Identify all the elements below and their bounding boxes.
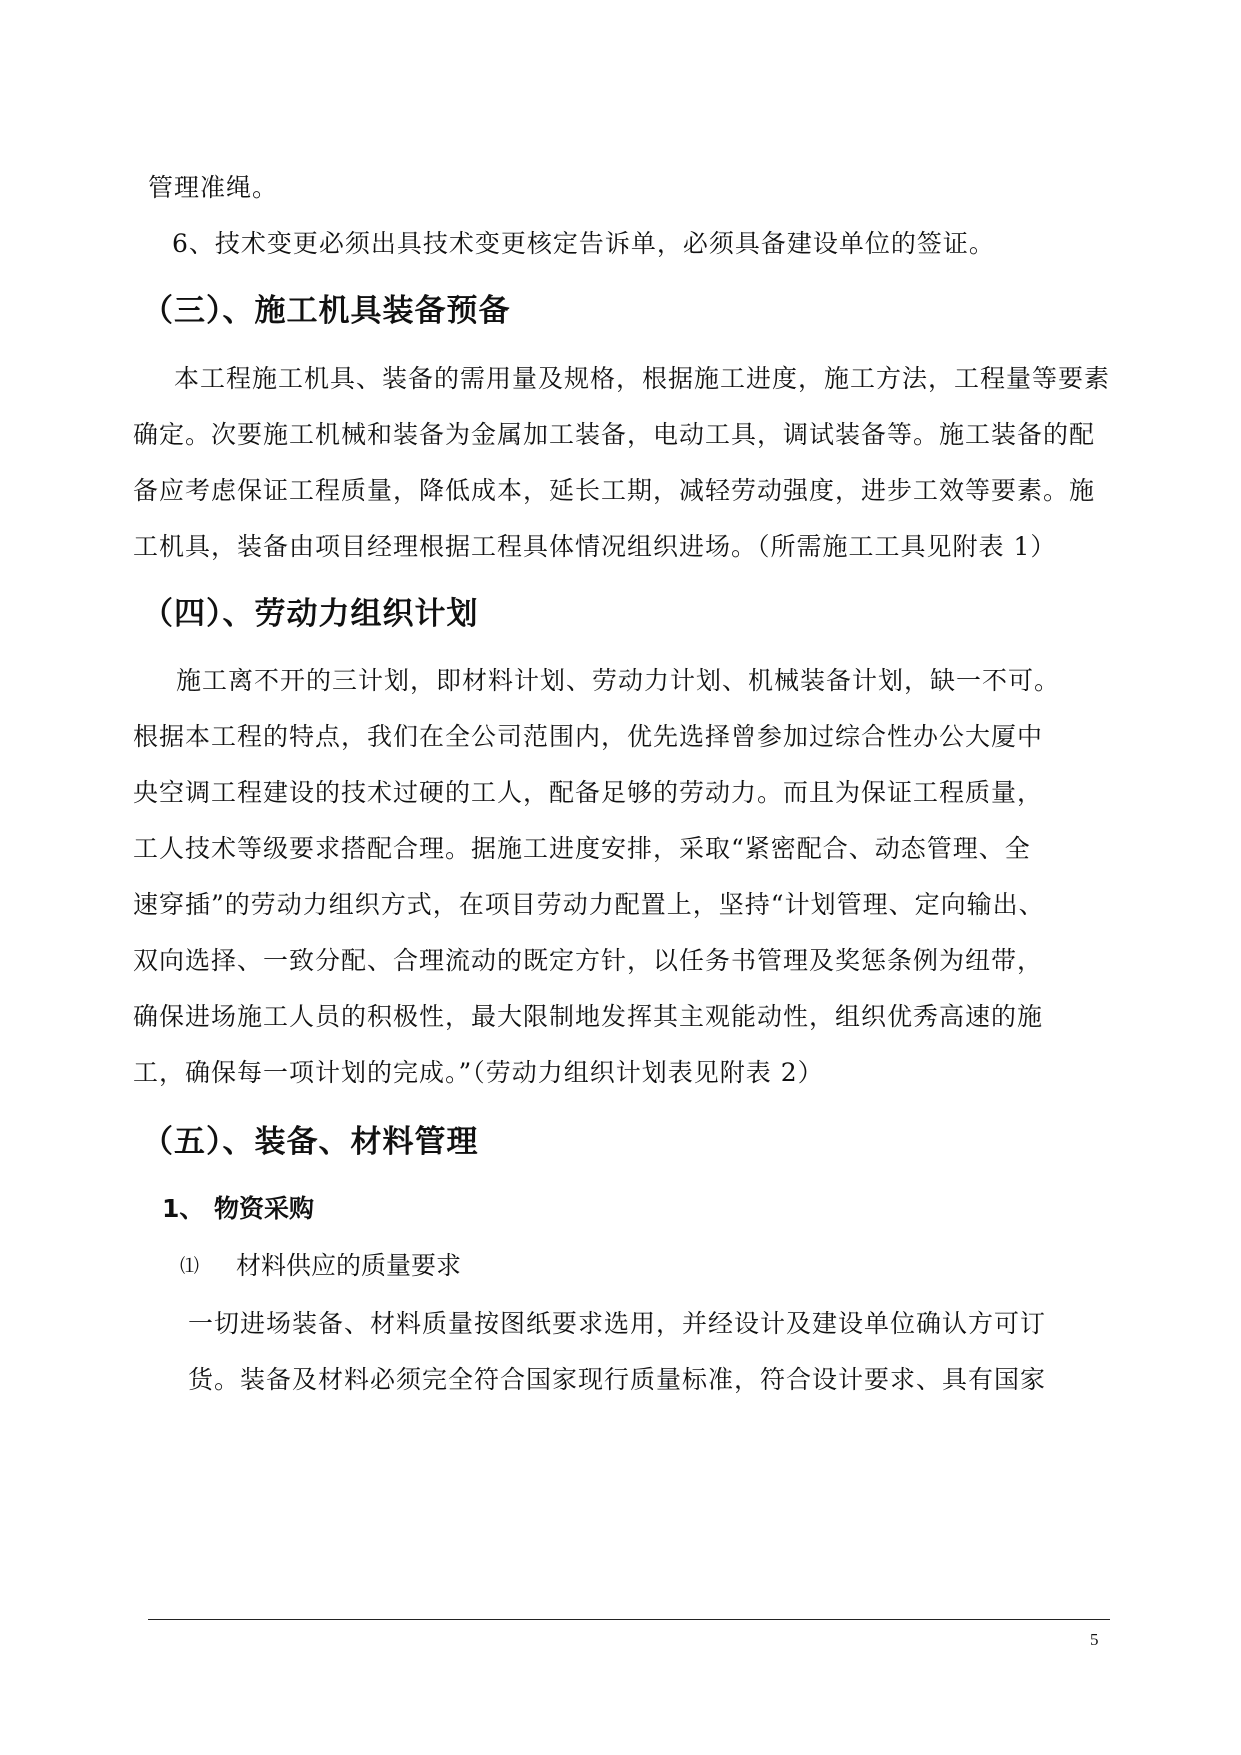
body-line: 速穿插”的劳动力组织方式，在项目劳动力配置上，坚持“计划管理、定向输出、 bbox=[133, 890, 1045, 919]
footer-divider bbox=[148, 1619, 1110, 1620]
body-line: 工人技术等级要求搭配合理。据施工进度安排，采取“紧密配合、动态管理、全 bbox=[133, 834, 1031, 863]
list-item-text: 材料供应的质量要求 bbox=[236, 1251, 462, 1280]
body-line: 工，确保每一项计划的完成。”（劳动力组织计划表见附表 2） bbox=[133, 1058, 824, 1087]
list-item-number: ⑴ bbox=[180, 1255, 200, 1277]
body-line: 工机具，装备由项目经理根据工程具体情况组织进场。（所需施工工具见附表 1） bbox=[133, 532, 1057, 561]
body-line: 央空调工程建设的技术过硬的工人，配备足够的劳动力。而且为保证工程质量， bbox=[133, 778, 1044, 807]
subsection-title: 物资采购 bbox=[214, 1194, 315, 1223]
body-line: 备应考虑保证工程质量，降低成本，延长工期，减轻劳动强度，进步工效等要素。施 bbox=[133, 476, 1096, 505]
page-number: 5 bbox=[1090, 1630, 1099, 1649]
subsection-heading bbox=[162, 1192, 314, 1226]
body-line: 一切进场装备、材料质量按图纸要求选用，并经设计及建设单位确认方可订 bbox=[188, 1309, 1047, 1338]
body-line: 确定。次要施工机械和装备为金属加工装备，电动工具，调试装备等。施工装备的配 bbox=[133, 420, 1096, 449]
body-line: 施工离不开的三计划，即材料计划、劳动力计划、机械装备计划，缺一不可。 bbox=[150, 666, 1061, 695]
section-heading-4: （四）、劳动力组织计划 bbox=[142, 596, 479, 632]
subsection-number: 1、 bbox=[162, 1194, 205, 1223]
section-heading-5: （五）、装备、材料管理 bbox=[142, 1124, 479, 1160]
body-line: 根据本工程的特点，我们在全公司范围内，优先选择曾参加过综合性办公大厦中 bbox=[133, 722, 1044, 751]
body-line: 货。装备及材料必须完全符合国家现行质量标准，符合设计要求、具有国家 bbox=[188, 1365, 1047, 1394]
body-line: 双向选择、一致分配、合理流动的既定方针，以任务书管理及奖惩条例为纽带， bbox=[133, 946, 1044, 975]
body-line: 管理准绳。 bbox=[148, 173, 279, 202]
body-line: 确保进场施工人员的积极性，最大限制地发挥其主观能动性，组织优秀高速的施 bbox=[133, 1002, 1044, 1031]
body-line: 本工程施工机具、装备的需用量及规格，根据施工进度，施工方法，工程量等要素 bbox=[148, 364, 1111, 393]
section-heading-3: （三）、施工机具装备预备 bbox=[142, 293, 511, 329]
list-item bbox=[180, 1249, 461, 1283]
body-line: 6、技术变更必须出具技术变更核定告诉单，必须具备建设单位的签证。 bbox=[146, 229, 995, 258]
